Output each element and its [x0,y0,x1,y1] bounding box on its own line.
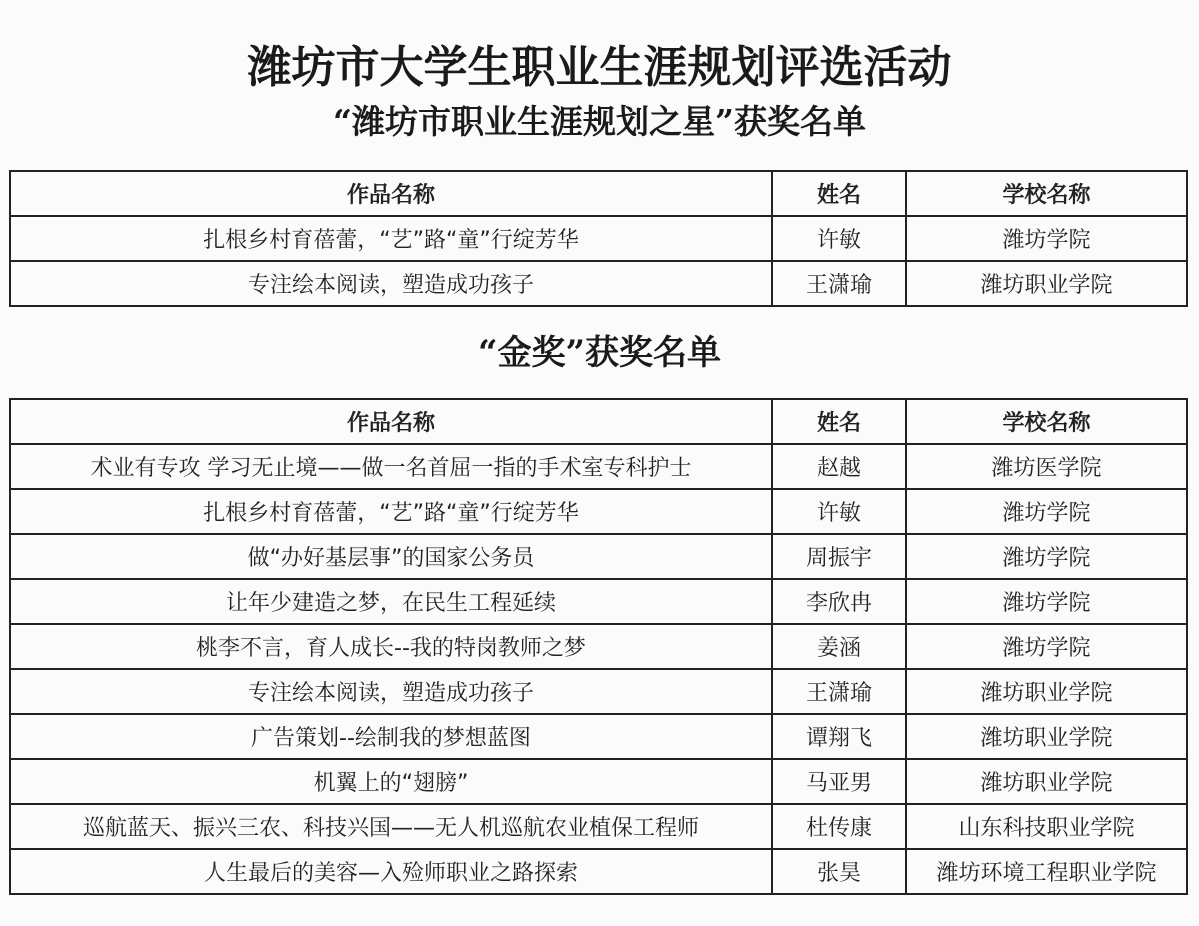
table-row [10,759,1187,804]
cell-work: 专注绘本阅读，塑造成功孩子 [10,261,772,306]
cell-school: 潍坊学院 [906,489,1187,534]
cell-school: 潍坊职业学院 [906,261,1187,306]
header-name: 姓名 [772,171,906,216]
page-title: 潍坊市大学生职业生涯规划评选活动 [247,42,952,93]
table-row [10,489,1187,534]
cell-work: 广告策划--绘制我的梦想蓝图 [10,714,772,759]
cell-work: 扎根乡村育蓓蕾，“艺”路“童”行绽芳华 [10,489,772,534]
cell-name: 李欣冉 [772,579,906,624]
cell-work: 桃李不言，育人成长--我的特岗教师之梦 [10,624,772,669]
cell-work: 做“办好基层事”的国家公务员 [10,534,772,579]
table-header-row [10,171,1187,216]
header-work: 作品名称 [10,171,772,216]
table-row [10,804,1187,849]
table-row [10,669,1187,714]
table-row [10,261,1187,306]
header-work: 作品名称 [10,399,772,444]
cell-school: 潍坊学院 [906,534,1187,579]
cell-school: 潍坊职业学院 [906,714,1187,759]
header-school: 学校名称 [906,171,1187,216]
star-list-title: “潍坊市职业生涯规划之星”获奖名单 [333,102,866,141]
table-row [10,534,1187,579]
cell-name: 许敏 [772,489,906,534]
cell-school: 潍坊职业学院 [906,669,1187,714]
header-school: 学校名称 [906,399,1187,444]
cell-work: 术业有专攻 学习无止境——做一名首屈一指的手术室专科护士 [10,444,772,489]
table-header-row [10,399,1187,444]
cell-name: 姜涵 [772,624,906,669]
gold-list-title: “金奖”获奖名单 [477,333,722,373]
cell-name: 谭翔飞 [772,714,906,759]
cell-name: 王潇瑜 [772,261,906,306]
cell-name: 张昊 [772,849,906,894]
header-name: 姓名 [772,399,906,444]
cell-school: 潍坊环境工程职业学院 [906,849,1187,894]
cell-school: 潍坊学院 [906,624,1187,669]
table-row [10,624,1187,669]
gold-award-table [9,398,1188,895]
cell-work: 巡航蓝天、振兴三农、科技兴国——无人机巡航农业植保工程师 [10,804,772,849]
cell-name: 杜传康 [772,804,906,849]
cell-work: 机翼上的“翅膀” [10,759,772,804]
cell-name: 周振宇 [772,534,906,579]
table-row [10,714,1187,759]
cell-school: 潍坊职业学院 [906,759,1187,804]
table-row [10,444,1187,489]
table-row [10,849,1187,894]
cell-school: 山东科技职业学院 [906,804,1187,849]
cell-name: 马亚男 [772,759,906,804]
cell-school: 潍坊医学院 [906,444,1187,489]
cell-work: 让年少建造之梦，在民生工程延续 [10,579,772,624]
star-award-table [9,170,1188,307]
cell-work: 人生最后的美容—入殓师职业之路探索 [10,849,772,894]
cell-work: 专注绘本阅读，塑造成功孩子 [10,669,772,714]
cell-school: 潍坊学院 [906,216,1187,261]
cell-work: 扎根乡村育蓓蕾，“艺”路“童”行绽芳华 [10,216,772,261]
cell-name: 许敏 [772,216,906,261]
table-row [10,579,1187,624]
cell-name: 赵越 [772,444,906,489]
table-row [10,216,1187,261]
cell-school: 潍坊学院 [906,579,1187,624]
cell-name: 王潇瑜 [772,669,906,714]
